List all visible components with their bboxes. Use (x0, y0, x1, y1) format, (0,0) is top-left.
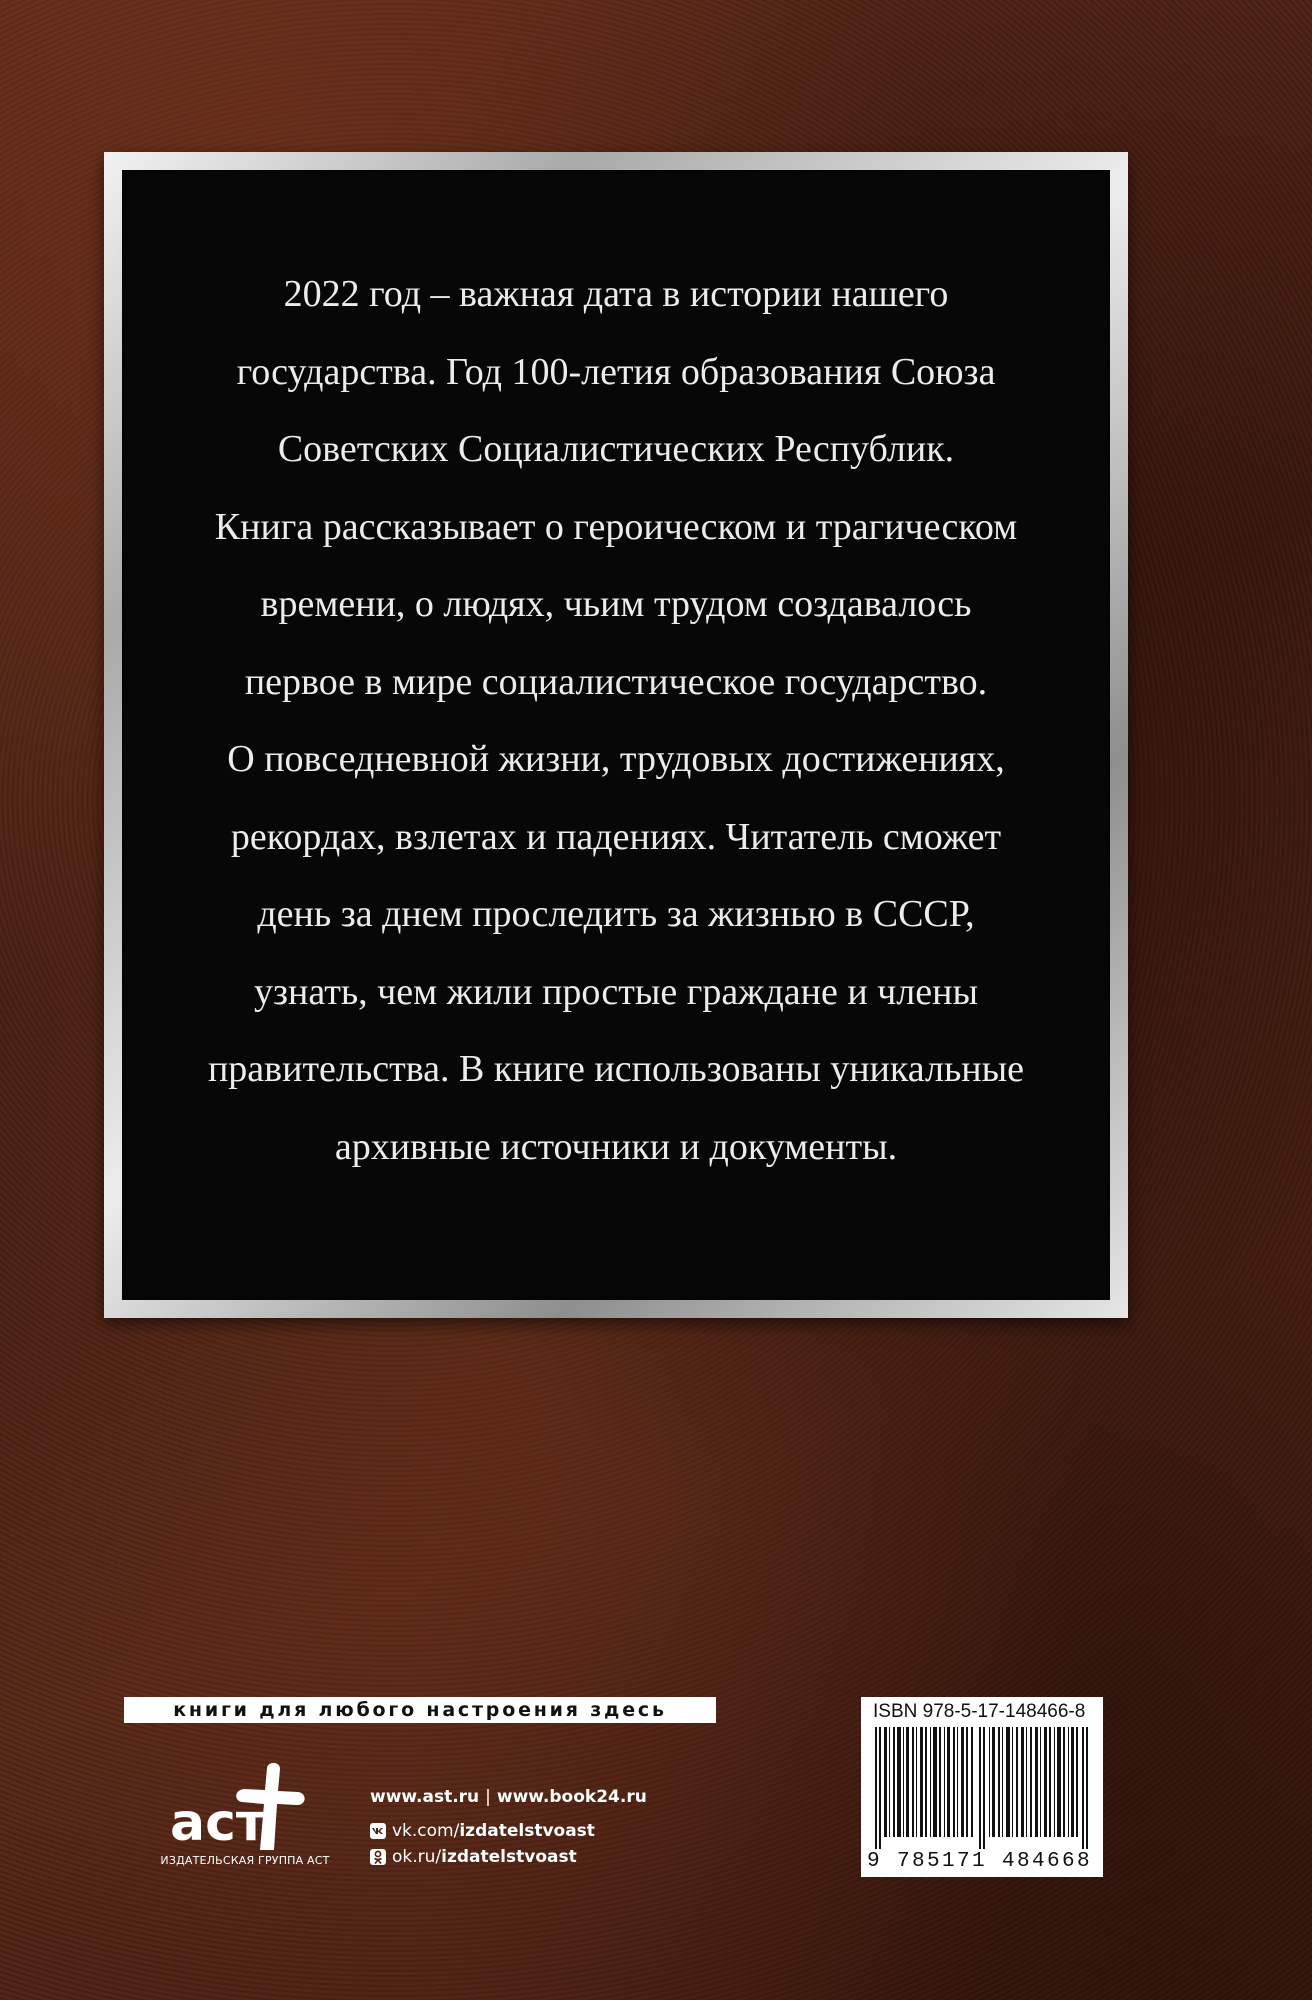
isbn-label: ISBN 978-5-17-148466-8 (873, 1701, 1086, 1722)
blurb-line: правительства. В книге использованы уникальные (207, 1048, 1025, 1090)
blurb-line: день за днем проследить за жизнью в СССР, (257, 893, 975, 935)
barcode-block (861, 1697, 1103, 1877)
barcode-number: 9 785171 484668 (867, 1850, 1093, 1873)
ok-icon (370, 1849, 386, 1865)
vk-domain: vk.com/ (392, 1821, 460, 1841)
blurb-line: Книга рассказывает о героическом и трагическом (214, 505, 1018, 548)
blurb-line: архивные источники и документы. (334, 1125, 898, 1168)
logo-text: аст (170, 1793, 267, 1852)
blurb-line: времени, о людях, чьим трудом создавалось (260, 583, 972, 625)
publisher-caption: ИЗДАТЕЛЬСКАЯ ГРУППА АСТ (160, 1854, 330, 1867)
vk-link[interactable] (370, 1820, 647, 1842)
publisher-links (370, 1786, 647, 1872)
vk-icon (370, 1823, 386, 1839)
ast-logo-icon (164, 1762, 324, 1852)
link-separator: | (485, 1787, 491, 1807)
blurb-line: рекордах, взлетах и падениях. Читатель сможет (230, 815, 1002, 858)
ok-link[interactable] (370, 1846, 647, 1868)
publisher-logo (150, 1762, 340, 1872)
blurb-line: первое в мире социалистическое государство. (244, 660, 988, 703)
site-link-book24[interactable]: www.book24.ru (496, 1787, 647, 1807)
barcode-icon (873, 1727, 1091, 1849)
site-link-ast[interactable]: www.ast.ru (370, 1787, 480, 1807)
ok-domain: ok.ru/ (392, 1847, 442, 1867)
website-links (370, 1786, 647, 1808)
vk-handle: izdatelstvoast (459, 1821, 595, 1841)
black-panel (122, 170, 1110, 1300)
blurb-line: О повседневной жизни, трудовых достижениях, (227, 738, 1005, 780)
blurb-line: государства. Год 100-летия образования Союза (236, 350, 996, 393)
blurb-line: узнать, чем жили простые граждане и члены (254, 970, 978, 1013)
blurb-line: 2022 год – важная дата в истории нашего (283, 273, 949, 315)
blurb-text (172, 256, 1060, 1186)
silver-frame (104, 152, 1128, 1318)
ok-handle: izdatelstvoast (441, 1847, 577, 1867)
tagline-banner: книги для любого настроения здесь (124, 1697, 716, 1723)
blurb-line: Советских Социалистических Республик. (277, 428, 955, 470)
